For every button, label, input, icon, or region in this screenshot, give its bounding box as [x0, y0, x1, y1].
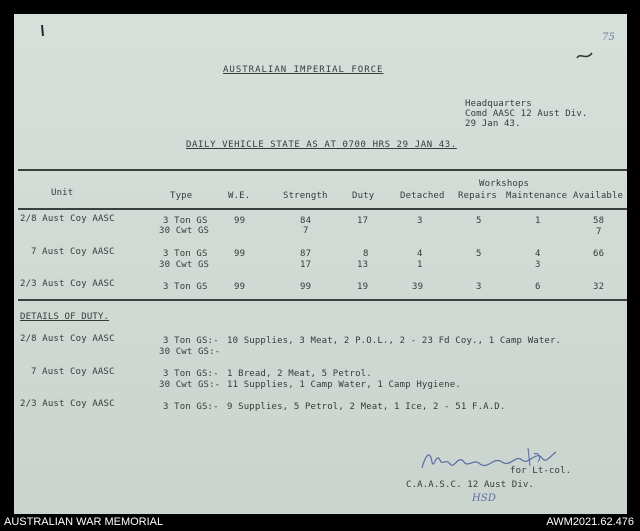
ink-mark-icon	[574, 49, 596, 63]
table-cell-maintenance: 3	[535, 260, 541, 270]
details-unit: 2/3 Aust Coy AASC	[20, 399, 115, 409]
page-number-note: 75	[602, 32, 616, 43]
hq-line: 29 Jan 43.	[465, 119, 521, 129]
col-header-workshops: Workshops	[479, 179, 530, 189]
details-unit: 7 Aust Coy AASC	[31, 367, 115, 377]
table-cell-strength: 17	[300, 260, 312, 270]
details-type: 30 Cwt GS:-	[159, 380, 221, 390]
table-cell-unit: 7 Aust Coy AASC	[31, 247, 115, 257]
table-cell-strength: 7	[303, 226, 309, 236]
document-page	[14, 14, 627, 514]
table-cell-type: 3 Ton GS	[163, 249, 208, 259]
table-rule-bottom	[18, 299, 627, 301]
signature-rank: for Lt-col.	[510, 466, 572, 476]
table-cell-repairs: 3	[476, 282, 482, 292]
details-type: 30 Cwt GS:-	[159, 347, 221, 357]
table-cell-available: 66	[593, 249, 605, 259]
table-cell-detached: 3	[417, 216, 423, 226]
table-cell-available: 7	[596, 227, 602, 237]
table-cell-repairs: 5	[476, 249, 482, 259]
table-cell-strength: 99	[300, 282, 312, 292]
ink-mark-icon	[38, 24, 48, 40]
signature-initials: HSD	[472, 493, 497, 504]
table-rule-header	[18, 208, 627, 210]
hq-line: Comd AASC 12 Aust Div.	[465, 109, 588, 119]
col-header-unit: Unit	[51, 188, 74, 198]
footer-institution: AUSTRALIAN WAR MEMORIAL	[4, 516, 164, 528]
details-type: 3 Ton GS:-	[163, 369, 219, 379]
table-cell-unit: 2/3 Aust Coy AASC	[20, 279, 115, 289]
table-cell-type: 30 Cwt GS	[159, 260, 210, 270]
table-cell-duty: 17	[357, 216, 369, 226]
table-cell-we: 99	[234, 282, 246, 292]
document-title: AUSTRALIAN IMPERIAL FORCE	[223, 65, 384, 75]
table-cell-unit: 2/8 Aust Coy AASC	[20, 214, 115, 224]
table-cell-type: 3 Ton GS	[163, 216, 208, 226]
table-cell-we: 99	[234, 249, 246, 259]
col-header-we: W.E.	[228, 191, 251, 201]
details-text: 9 Supplies, 5 Petrol, 2 Meat, 1 Ice, 2 - 51 F.A.D.	[227, 402, 506, 412]
details-unit: 2/8 Aust Coy AASC	[20, 334, 115, 344]
table-cell-available: 32	[593, 282, 605, 292]
table-cell-duty: 13	[357, 260, 369, 270]
table-rule-top	[18, 169, 627, 171]
table-cell-detached: 1	[417, 260, 423, 270]
table-cell-we: 99	[234, 216, 246, 226]
table-cell-strength: 84	[300, 216, 312, 226]
details-text: 10 Supplies, 3 Meat, 2 P.O.L., 2 - 23 Fd Coy., 1 Camp Water.	[227, 336, 562, 346]
hq-line: Headquarters	[465, 99, 532, 109]
table-cell-detached: 4	[417, 249, 423, 259]
table-cell-maintenance: 1	[535, 216, 541, 226]
col-header-strength: Strength	[283, 191, 328, 201]
col-header-maintenance: Maintenance	[506, 191, 568, 201]
col-header-detached: Detached	[400, 191, 445, 201]
table-cell-duty: 19	[357, 282, 369, 292]
signature-title: C.A.A.S.C. 12 Aust Div.	[406, 480, 535, 490]
col-header-type: Type	[170, 191, 193, 201]
details-type: 3 Ton GS:-	[163, 336, 219, 346]
table-cell-type: 30 Cwt GS	[159, 226, 210, 236]
table-cell-strength: 87	[300, 249, 312, 259]
details-text: 11 Supplies, 1 Camp Water, 1 Camp Hygiene.	[227, 380, 461, 390]
details-text: 1 Bread, 2 Meat, 5 Petrol.	[227, 369, 372, 379]
col-header-available: Available	[573, 191, 624, 201]
table-cell-maintenance: 4	[535, 249, 541, 259]
table-cell-duty: 8	[363, 249, 369, 259]
table-cell-available: 58	[593, 216, 605, 226]
details-heading: DETAILS OF DUTY.	[20, 312, 110, 322]
table-cell-type: 3 Ton GS	[163, 282, 208, 292]
table-cell-maintenance: 6	[535, 282, 541, 292]
archive-footer	[0, 514, 640, 531]
footer-accession-number: AWM2021.62.476	[546, 516, 634, 528]
col-header-duty: Duty	[352, 191, 375, 201]
document-subtitle: DAILY VEHICLE STATE AS AT 0700 HRS 29 JAN 43.	[186, 140, 457, 150]
col-header-repairs: Repairs	[458, 191, 497, 201]
details-type: 3 Ton GS:-	[163, 402, 219, 412]
table-cell-repairs: 5	[476, 216, 482, 226]
table-cell-detached: 39	[412, 282, 424, 292]
